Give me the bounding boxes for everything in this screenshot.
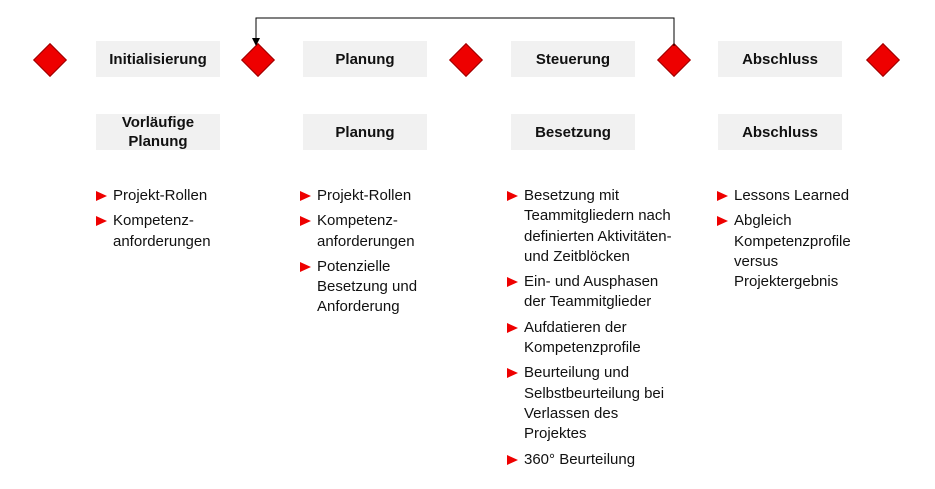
list-item [507,318,707,359]
bullet-arrow-icon [96,216,107,226]
list-item-text: Potenzielle Besetzung und Anforderung [317,257,418,316]
phase-header-initialisierung: Initialisierung [96,41,220,77]
bullet-arrow-icon [717,216,728,226]
list-item-text: Lessons Learned [734,187,850,204]
list-item [507,450,707,470]
subphase-box-besetzung: Besetzung [511,114,635,150]
list-item-text: 360° Beurteilung [524,450,636,468]
bullet-arrow-icon [507,368,518,378]
phase-header-planung: Planung [303,41,427,77]
list-item [507,272,707,313]
list-item-text: Beurteilung und Selbstbeurteilung bei Verlassen des Projektes [524,364,665,443]
bullet-arrow-icon [507,277,518,287]
activity-list-initialisierung [96,186,266,257]
list-item-text: Besetzung mit Teammitgliedern nach definierten Aktivitäten- und Zeitblöcken [524,187,672,265]
activity-list-steuerung [507,186,707,475]
list-item [96,186,266,206]
activity-list-planung [300,186,480,323]
list-item-text: Ein- und Ausphasen der Teammitglieder [524,273,659,311]
list-item-text: Kompetenz- anforderungen [113,212,211,250]
list-item-text: Aufdatieren der Kompetenzprofile [524,318,641,357]
list-item [300,186,480,206]
bullet-arrow-icon [507,455,518,465]
subphase-box-planung: Planung [303,114,427,150]
bullet-arrow-icon [300,216,311,226]
list-item [300,257,480,318]
list-item [717,211,917,292]
bullet-arrow-icon [507,191,518,201]
bullet-arrow-icon [300,191,311,201]
list-item [507,186,707,267]
list-item-text: Projekt-Rollen [317,187,412,204]
list-item-text: Abgleich Kompetenzprofile versus Projektergebnis [734,212,851,291]
subphase-box-vorlaeufige-planung: Vorläufige Planung [96,114,220,150]
bullet-arrow-icon [507,323,518,333]
bullet-arrow-icon [96,191,107,201]
activity-list-abschluss [717,186,917,297]
list-item [300,211,480,252]
phase-header-abschluss: Abschluss [718,41,842,77]
list-item-text: Projekt-Rollen [113,187,208,204]
list-item [507,363,707,444]
phase-header-steuerung: Steuerung [511,41,635,77]
bullet-arrow-icon [717,191,728,201]
subphase-box-abschluss: Abschluss [718,114,842,150]
list-item [717,186,917,206]
bullet-arrow-icon [300,262,311,272]
list-item [96,211,266,252]
list-item-text: Kompetenz- anforderungen [317,212,415,250]
